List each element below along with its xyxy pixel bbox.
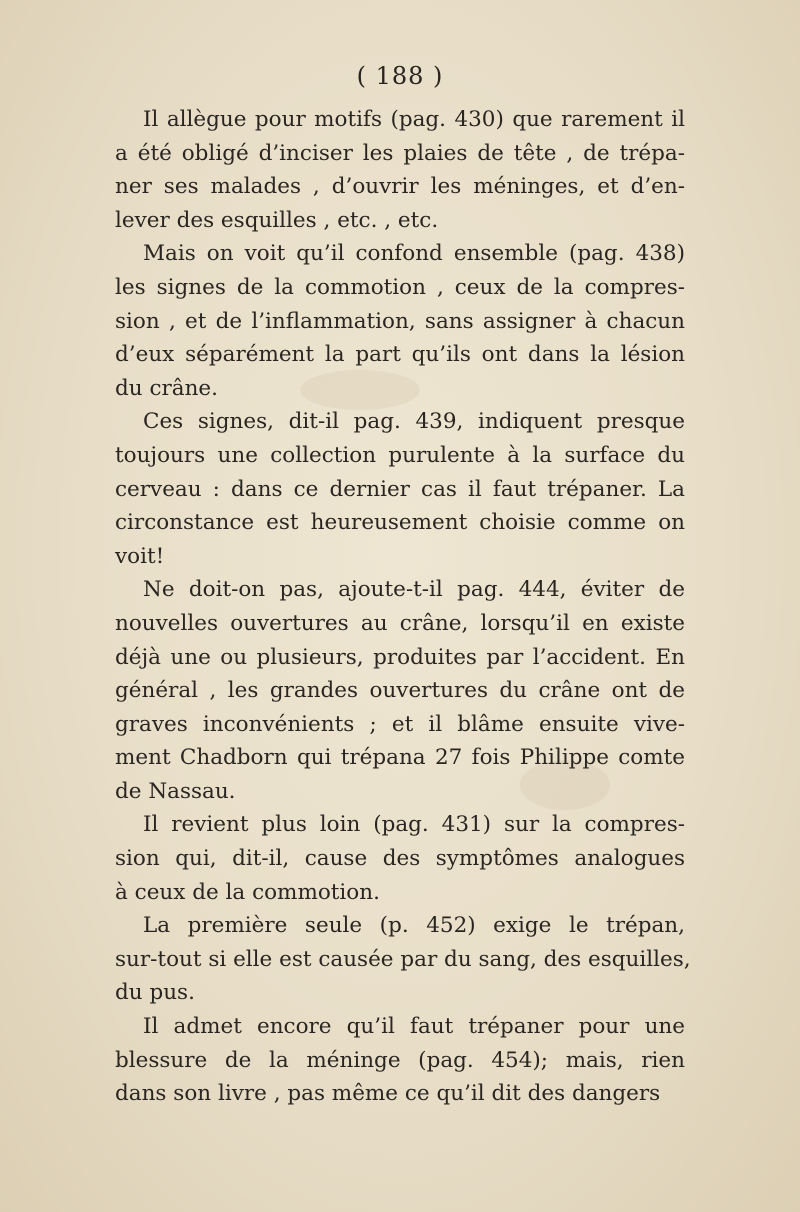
text-line: général , les grandes ouvertures du crâne ont de xyxy=(115,678,685,704)
paragraph xyxy=(115,1010,685,1111)
paragraph xyxy=(115,405,685,573)
text-line: nouvelles ouvertures au crâne, lorsqu’il en existe xyxy=(115,610,685,636)
text-line: circonstance est heureusement choisie comme on xyxy=(115,510,685,536)
text-line: à ceux de la commotion. xyxy=(115,879,380,905)
text-line: d’eux séparément la part qu’ils ont dans la lésion xyxy=(115,342,685,368)
paragraph xyxy=(115,103,685,237)
text-line: La première seule (p. 452) exige le trépan, xyxy=(143,913,685,939)
text-line: de Nassau. xyxy=(115,778,236,804)
text-line: lever des esquilles , etc. , etc. xyxy=(115,207,439,233)
text-line: Ne doit-on pas, ajoute-t-il pag. 444, éviter de xyxy=(143,577,685,603)
text-line: du pus. xyxy=(115,980,195,1006)
text-line: blessure de la méninge (pag. 454); mais, rien xyxy=(115,1047,685,1073)
paragraph xyxy=(115,573,685,808)
text-line: les signes de la commotion , ceux de la compres- xyxy=(115,274,685,300)
text-line: dans son livre , pas même ce qu’il dit des dangers xyxy=(115,1081,661,1107)
text-line: sion qui, dit-il, cause des symptômes analogues xyxy=(115,846,685,872)
body-text xyxy=(115,103,691,1111)
text-line: a été obligé d’inciser les plaies de tête , de trépa- xyxy=(115,140,685,166)
text-line: Il revient plus loin (pag. 431) sur la compres- xyxy=(143,812,685,838)
text-line: cerveau : dans ce dernier cas il faut trépaner. La xyxy=(115,476,685,502)
text-line: déjà une ou plusieurs, produites par l’accident. En xyxy=(115,644,685,670)
paragraph xyxy=(115,237,685,405)
text-line: Mais on voit qu’il confond ensemble (pag. 438) xyxy=(143,241,685,267)
text-line: sion , et de l’inflammation, sans assigner à chacun xyxy=(115,308,685,334)
page-number: ( 188 ) xyxy=(356,62,444,90)
text-line: ment Chadborn qui trépana 27 fois Philippe comte xyxy=(115,745,685,771)
text-line: du crâne. xyxy=(115,375,218,401)
text-line: toujours une collection purulente à la surface du xyxy=(115,442,685,468)
text-line: Il allègue pour motifs (pag. 430) que rarement il xyxy=(143,107,685,132)
text-line: Ces signes, dit-il pag. 439, indiquent presque xyxy=(143,409,685,435)
text-line: voit! xyxy=(115,543,165,569)
text-line: sur-tout si elle est causée par du sang, des esquilles, xyxy=(115,946,691,972)
paragraph xyxy=(115,808,685,909)
text-line: ner ses malades , d’ouvrir les méninges, et d’en- xyxy=(115,174,685,200)
text-line: graves inconvénients ; et il blâme ensuite vive- xyxy=(115,711,685,737)
paragraph xyxy=(115,909,691,1010)
text-line: Il admet encore qu’il faut trépaner pour une xyxy=(143,1014,685,1040)
